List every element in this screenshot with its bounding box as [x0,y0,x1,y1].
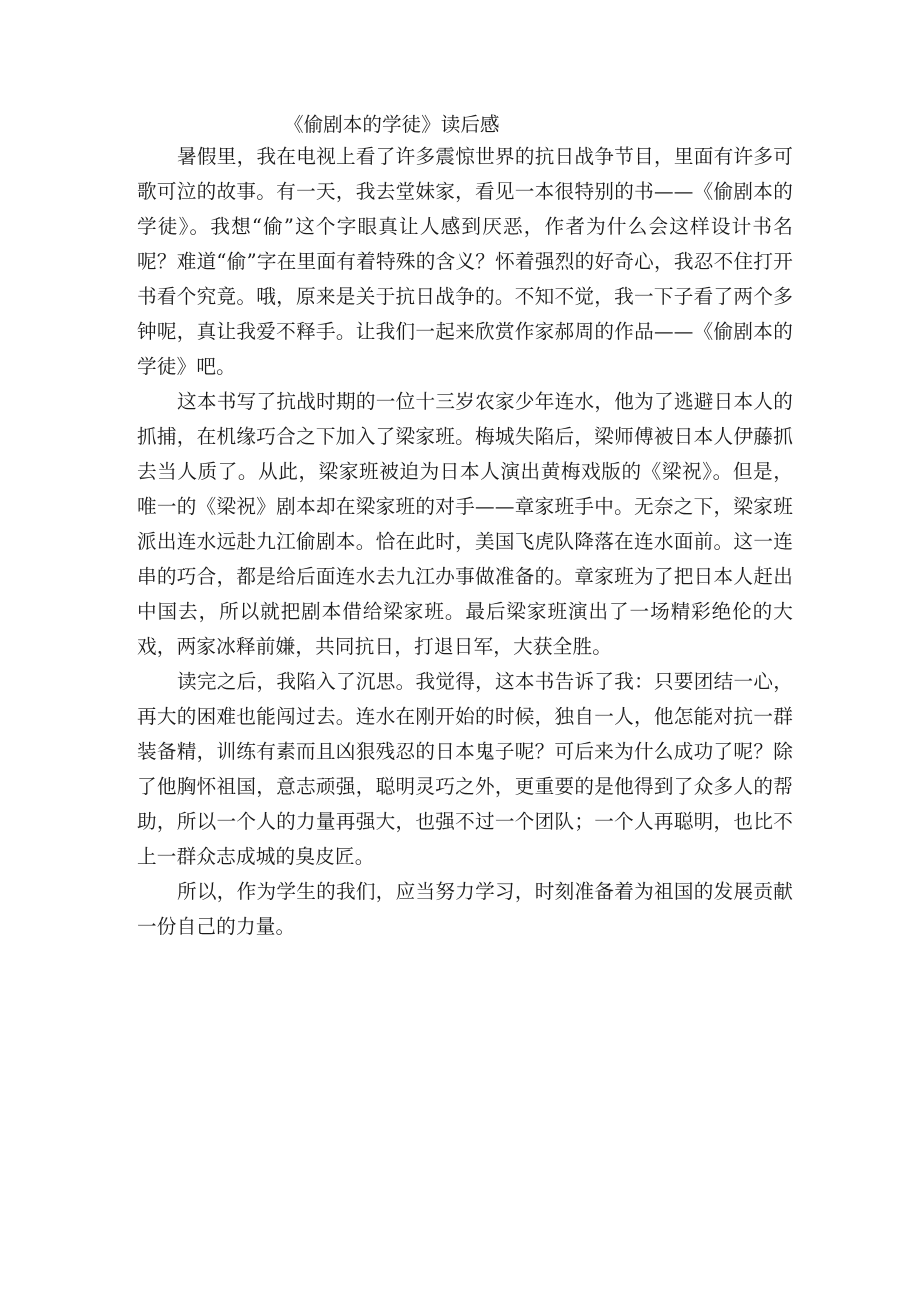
paragraph-4: 所以，作为学生的我们，应当努力学习，时刻准备着为祖国的发展贡献一份自己的力量。 [137,880,793,938]
paragraph-2: 这本书写了抗战时期的一位十三岁农家少年连水，他为了逃避日本人的抓捕，在机缘巧合之下加入了梁家班。梅城失陷后，梁师傅被日本人伊藤抓去当人质了。从此，梁家班被迫为日本人演出黄梅戏版的《梁祝》。但是，唯一的《梁祝》剧本却在梁家班的对手——章家班手中。无奈之下，梁家班派出连水远赴九江偷剧本。恰在此时，美国飞虎队降落在连水面前。这一连串的巧合，都是给后面连水去九江办事做准备的。章家班为了把日本人赶出中国去，所以就把剧本借给梁家班。最后梁家班演出了一场精彩绝伦的大戏，两家冰释前嫌，共同抗日，打退日军，大获全胜。 [137,390,793,658]
document-title: 《偷剧本的学徒》读后感 [284,113,500,136]
paragraph-1: 暑假里，我在电视上看了许多震惊世界的抗日战争节目，里面有许多可歌可泣的故事。有一天，我去堂妹家，看见一本很特别的书——《偷剧本的学徒》。我想“偷”这个字眼真让人感到厌恶，作者为什么会这样设计书名呢？难道“偷”字在里面有着特殊的含义？怀着强烈的好奇心，我忍不住打开书看个究竟。哦，原来是关于抗日战争的。不知不觉，我一下子看了两个多钟呢，真让我爱不释手。让我们一起来欣赏作家郝周的作品——《偷剧本的学徒》吧。 [137,145,793,378]
document-page [137,111,793,944]
paragraph-3: 读完之后，我陷入了沉思。我觉得，这本书告诉了我：只要团结一心，再大的困难也能闯过去。连水在刚开始的时候，独自一人，他怎能对抗一群装备精，训练有素而且凶狠残忍的日本鬼子呢？可后来为什么成功了呢？除了他胸怀祖国，意志顽强，聪明灵巧之外，更重要的是他得到了众多人的帮助，所以一个人的力量再强大，也强不过一个团队；一个人再聪明，也比不上一群众志成城的臭皮匠。 [137,670,793,868]
